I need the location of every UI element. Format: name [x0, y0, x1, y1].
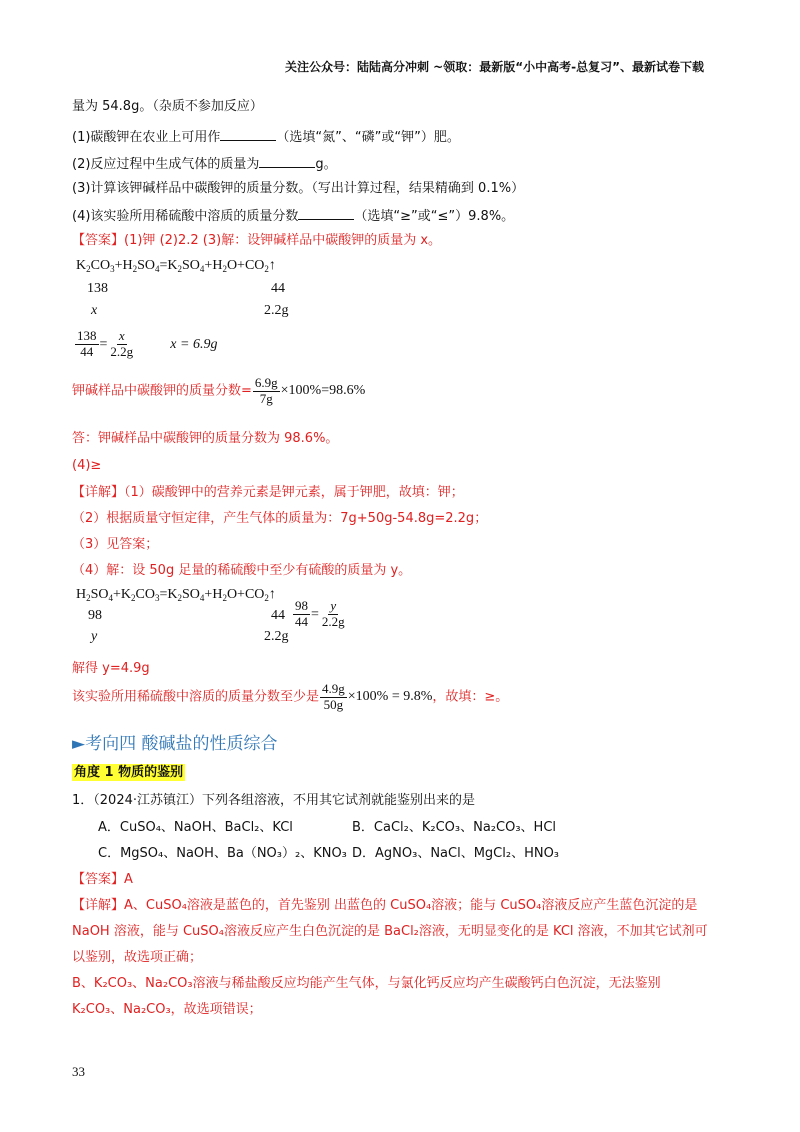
detail-line-4: （4）解：设 50g 足量的稀硫酸中至少有硫酸的质量为 y。	[72, 563, 412, 578]
question-detail-5: K₂CO₃、Na₂CO₃，故选项错误；	[72, 1002, 262, 1017]
question-2-post: g。	[315, 157, 337, 172]
question-detail-1: 【详解】A、CuSO₄溶液是蓝色的，首先鉴别 出蓝色的 CuSO₄溶液；能与 CuSO₄溶液反应产生蓝色沉淀的是	[72, 898, 698, 913]
question-stem: 1．（2024·江苏镇江）下列各组溶液，不用其它试剂就能鉴别出来的是	[72, 793, 475, 808]
answer-label: 【答案】	[72, 233, 125, 248]
question-4	[72, 207, 514, 225]
question-1-post: （选填“氮”、“磷”或“钾”）肥。	[276, 130, 460, 145]
chemical-equation-2: $H_2SO_4+K_2CO_3=K_2SO_4+H_2O+CO_2↑$	[76, 587, 276, 603]
var-y: y	[91, 629, 98, 644]
answer-blank-1	[220, 128, 276, 141]
option-c: C．MgSO₄、NaOH、Ba（NO₃）₂、KNO₃	[98, 846, 347, 861]
molar-mass-k2co3: 138	[87, 281, 108, 296]
page-header: 关注公众号：陆陆高分冲刺 ~领取：最新版“小中高考-总复习”、最新试卷下载	[285, 60, 704, 74]
answer-4: (4)≥	[72, 458, 102, 473]
question-1-pre: (1)碳酸钾在农业上可用作	[72, 130, 221, 145]
question-2-pre: (2)反应过程中生成气体的质量为	[72, 157, 260, 172]
question-3: (3)计算该钾碱样品中碳酸钾的质量分数。（写出计算过程，结果精确到 0.1%）	[72, 181, 525, 196]
mass-co2-2: 2.2g	[264, 629, 289, 644]
answer-blank-4	[298, 207, 354, 220]
final-fraction-line: 该实验所用稀硫酸中溶质的质量分数至少是 $\frac{4.9g}{50g}$ ×100% = 9.8%，故填：≥。	[72, 681, 509, 712]
option-d: D．AgNO₃、NaCl、MgCl₂、HNO₃	[352, 846, 560, 861]
molar-mass-co2-2: 44	[271, 608, 285, 623]
question-detail-3: 以鉴别，故选项正确；	[72, 950, 203, 965]
var-x: x	[91, 303, 98, 318]
gas-arrow-icon: ↑	[268, 587, 276, 602]
answer-text: (1)钾 (2)2.2 (3)解：设钾碱样品中碳酸钾的质量为 x。	[124, 233, 442, 248]
angle-label: 角度 1 物质的鉴别	[74, 765, 184, 780]
intro-line: 量为 54.8g。（杂质不参加反应）	[72, 99, 263, 114]
molar-mass-h2so4: 98	[88, 608, 102, 623]
gas-arrow-icon: ↑	[268, 258, 276, 273]
detail-label: 【详解】	[72, 485, 125, 500]
detail-line-2: （2）根据质量守恒定律，产生气体的质量为：7g+50g-54.8g=2.2g；	[72, 511, 488, 526]
conclusion: 答：钾碱样品中碳酸钾的质量分数为 98.6%。	[72, 431, 339, 446]
question-4-post: （选填“≥”或“≤”）9.8%。	[354, 209, 515, 224]
detail-line-3: （3）见答案；	[72, 537, 159, 552]
section-heading: ►考向四 酸碱盐的性质综合	[72, 734, 278, 754]
chemical-equation-1: $K_2CO_3+H_2SO_4=K_2SO_4+H_2O+CO_2↑$	[76, 258, 276, 274]
result-x: x = 6.9g	[170, 336, 218, 352]
mass-co2: 2.2g	[264, 303, 289, 318]
question-4-pre: (4)该实验所用稀硫酸中溶质的质量分数	[72, 209, 299, 224]
answer-blank-2	[259, 155, 315, 168]
question-detail-2: NaOH 溶液，能与 CuSO₄溶液反应产生白色沉淀的是 BaCl₂溶液，无明显变化的是 KCl 溶液，不加其它试剂可	[72, 924, 708, 939]
question-answer: 【答案】A	[72, 872, 133, 887]
option-b: B．CaCl₂、K₂CO₃、Na₂CO₃、HCl	[352, 820, 557, 835]
proportion-2: $\frac{98}{44}$ = $\frac{y}{2.2g}$	[295, 598, 345, 629]
question-1	[72, 128, 460, 146]
question-detail-4: B、K₂CO₃、Na₂CO₃溶液与稀盐酸反应均能产生气体，与氯化钙反应均产生碳酸钙白色沉淀，无法鉴别	[72, 976, 661, 991]
triangle-icon: ►	[72, 734, 86, 754]
detail-line-1: 【详解】（1）碳酸钾中的营养元素是钾元素，属于钾肥，故填：钾；	[72, 485, 464, 500]
answer-line	[72, 233, 441, 249]
mass-fraction-line: 钾碱样品中碳酸钾的质量分数= $\frac{6.9g}{7g}$ ×100%=98.6%	[72, 375, 366, 406]
question-2	[72, 155, 337, 173]
proportion-1: $\frac{138}{44}$ = $\frac{x}{2.2g}$ x = 6.9g	[77, 328, 218, 359]
solve-y: 解得 y=4.9g	[72, 661, 150, 676]
option-a: A．CuSO₄、NaOH、BaCl₂、KCl	[98, 820, 293, 835]
molar-mass-co2: 44	[271, 281, 285, 296]
page-number: 33	[72, 1064, 85, 1079]
